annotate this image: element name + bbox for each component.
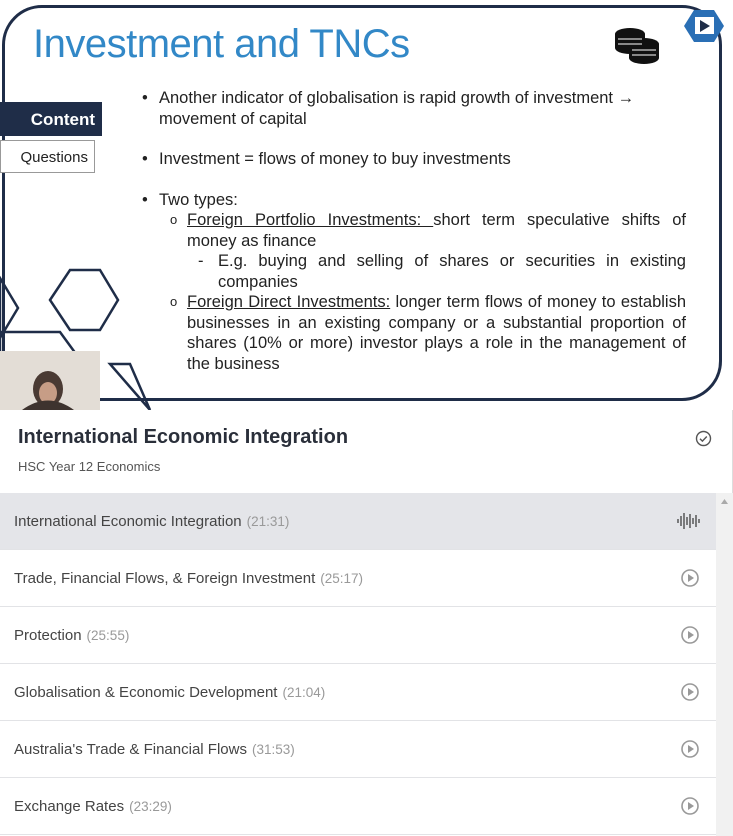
sub-bullet-fpi [140,210,686,251]
sub-bullet-fdi [140,292,686,374]
play-circle-icon[interactable] [680,682,700,706]
video-slide[interactable] [0,0,733,410]
scroll-up-icon[interactable] [716,493,733,510]
lesson-duration: (21:31) [246,513,290,529]
play-circle-icon[interactable] [680,625,700,649]
lesson-duration: (31:53) [251,741,295,757]
lesson-item[interactable] [0,721,716,778]
fdi-text: longer term flows of money to establish businesses in an existing company or a substantial proportion of shares (10% or more) investor plays a role in the management of the business [187,293,686,373]
lesson-item[interactable] [0,664,716,721]
lesson-item[interactable] [0,607,716,664]
lesson-duration: (23:29) [129,798,172,814]
tab-questions[interactable]: Questions [0,140,95,173]
playlist-title: International Economic Integration [18,426,349,448]
lesson-duration: (25:55) [86,627,130,643]
presenter-webcam [0,351,100,410]
lesson-title: Australia's Trade & Financial Flows [14,740,247,758]
lesson-title: Trade, Financial Flows, & Foreign Investment [14,569,316,587]
slide-title: Investment and TNCs [33,22,410,66]
play-circle-icon[interactable] [680,739,700,763]
check-circle-icon[interactable] [695,430,712,447]
lesson-duration: (21:04) [282,684,326,700]
playlist-subtitle: HSC Year 12 Economics [18,459,161,474]
slide-body [140,88,686,374]
tab-content[interactable]: Content [0,102,102,136]
lesson-item[interactable] [0,493,716,550]
lesson-item[interactable] [0,550,716,607]
play-circle-icon[interactable] [680,568,700,592]
bullet: • Investment = flows of money to buy investments [140,149,686,170]
scrollbar[interactable] [716,493,733,836]
lesson-title: Globalisation & Economic Development [14,683,278,701]
lesson-title: Protection [14,626,82,644]
play-circle-icon[interactable] [680,796,700,820]
bullet: • Another indicator of globalisation is rapid growth of investment → movement of capital [140,88,686,129]
coins-icon [612,24,662,64]
lesson-item[interactable] [0,778,716,835]
playlist-header [0,410,733,493]
lesson-title: Exchange Rates [14,797,125,815]
audio-wave-icon[interactable] [676,511,700,535]
lesson-duration: (25:17) [320,570,364,586]
fpi-term: Foreign Portfolio Investments: [187,211,434,229]
player-logo-icon[interactable] [684,8,724,44]
fpi-example: - E.g. buying and selling of shares or securities in existing companies [140,251,686,292]
fpi-text: short term speculative shifts of money as finance [187,211,686,250]
fdi-term: Foreign Direct Investments: [187,293,391,311]
lesson-list [0,493,716,835]
bullet: • Two types: [140,190,686,211]
lesson-title: International Economic Integration [14,512,242,530]
